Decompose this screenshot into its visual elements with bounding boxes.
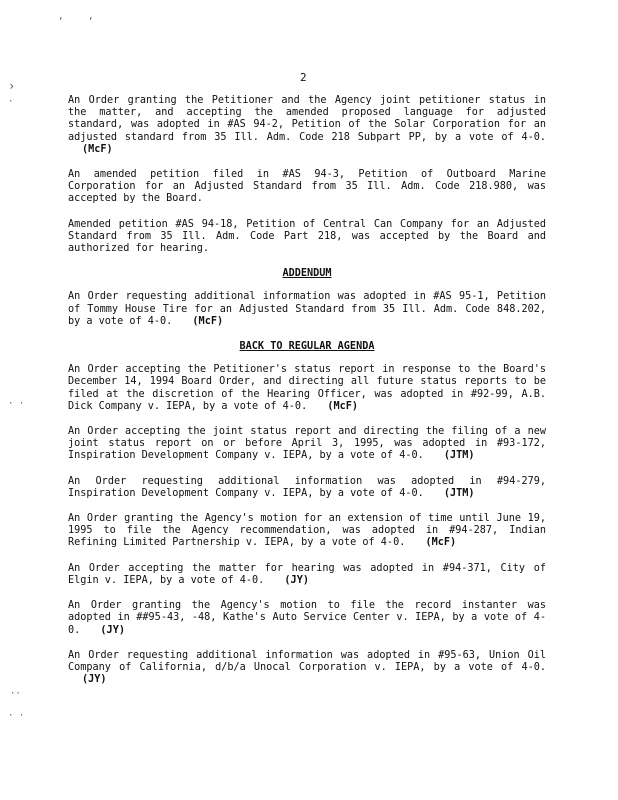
paragraph — [68, 426, 546, 463]
paragraph-text: An Order accepting the joint status report and directing the filing of a new joint status report on or before April 3, 1995, was adopted in #93-172, Inspiration Development Company v. IEPA, by a vote of 4-0. — [68, 426, 546, 462]
member-initials: (JY) — [100, 624, 125, 636]
section-heading-back-to-regular-agenda: BACK TO REGULAR AGENDA — [239, 341, 375, 353]
paragraph — [68, 95, 546, 156]
scan-speck: · — [8, 97, 14, 107]
paragraph — [68, 169, 546, 206]
paragraph-text: An Order accepting the matter for hearing was adopted in #94-371, City of Elgin v. IEPA, by a vote of 4-0. — [68, 562, 546, 586]
paragraph — [68, 600, 546, 637]
scan-speck: · · — [8, 711, 25, 721]
paragraph — [68, 219, 546, 256]
paragraph-text: An Order granting the Petitioner and the Agency joint petitioner status in the matter, and accepting the amended proposed language for adjusted standard, was adopted in #AS 94-2, Petition of the Solar Corporation for an adjusted standard from 35 Ill. Adm. Code 218 Subpart PP, by a vote of 4-0. — [68, 95, 546, 143]
paragraph — [68, 364, 546, 413]
paragraph — [68, 476, 546, 500]
scan-speck: ·· — [10, 689, 21, 699]
paragraph — [68, 291, 546, 328]
member-initials: (JY) — [284, 574, 309, 586]
paragraph — [68, 650, 546, 687]
member-initials: (McF) — [425, 537, 457, 549]
member-initials: (McF) — [82, 143, 113, 155]
paragraph-text: An Order requesting additional information was adopted in #94-279, Inspiration Development Company v. IEPA, by a vote of 4-0. — [68, 475, 546, 499]
paragraph-text: An Order requesting additional information was adopted in #95-63, Union Oil Company of California, d/b/a Unocal Corporation v. IEPA, by a vote of 4-0. — [68, 649, 546, 673]
paragraph-text: An Order requesting additional information was adopted in #AS 95-1, Petition of Tommy House Tire for an Adjusted Standard from 35 Ill. Adm. Code 848.202, by a vote of 4-0. — [68, 291, 546, 327]
document-body — [68, 95, 546, 699]
paragraph-text: An Order granting the Agency's motion to file the record instanter was adopted in ##95-43, -48, Kathe's Auto Service Center v. IEPA, by a vote of 4-0. — [68, 600, 546, 636]
section-heading-addendum: ADDENDUM — [282, 268, 332, 280]
paragraph-text: An amended petition filed in #AS 94-3, Petition of Outboard Marine Corporation for an Adjusted Standard from 35 Ill. Adm. Code 218.980, was accepted by the Board. — [68, 169, 546, 205]
scan-speck: ‘ — [88, 17, 94, 27]
member-initials: (JTM) — [443, 450, 475, 462]
member-initials: (JY) — [82, 674, 107, 686]
member-initials: (McF) — [327, 400, 359, 412]
scan-speck: · · — [8, 399, 25, 409]
member-initials: (McF) — [192, 315, 224, 327]
paragraph — [68, 563, 546, 587]
paragraph-text: An Order accepting the Petitioner's status report in response to the Board's December 14, 1994 Board Order, and directing all future status reports to be filed at the discretion of the Hearing Officer, was adopted in #92-99, A.B. Dick Company v. IEPA, by a vote of 4-0. — [68, 364, 546, 412]
paragraph-text: An Order granting the Agency's motion for an extension of time until June 19, 1995 to file the Agency recommendation, was adopted in #94-287, Indian Refining Limited Partnership v. IEPA, by a vote of 4-0. — [68, 513, 546, 549]
paragraph — [68, 513, 546, 550]
member-initials: (JTM) — [443, 487, 475, 499]
page-number: 2 — [300, 71, 307, 84]
scan-speck: › — [8, 79, 16, 93]
scan-speck: ‘ — [58, 17, 64, 27]
paragraph-text: Amended petition #AS 94-18, Petition of Central Can Company for an Adjusted Standard from 35 Ill. Adm. Code Part 218, was accepted by the Board and authorized for hearing. — [68, 218, 546, 255]
